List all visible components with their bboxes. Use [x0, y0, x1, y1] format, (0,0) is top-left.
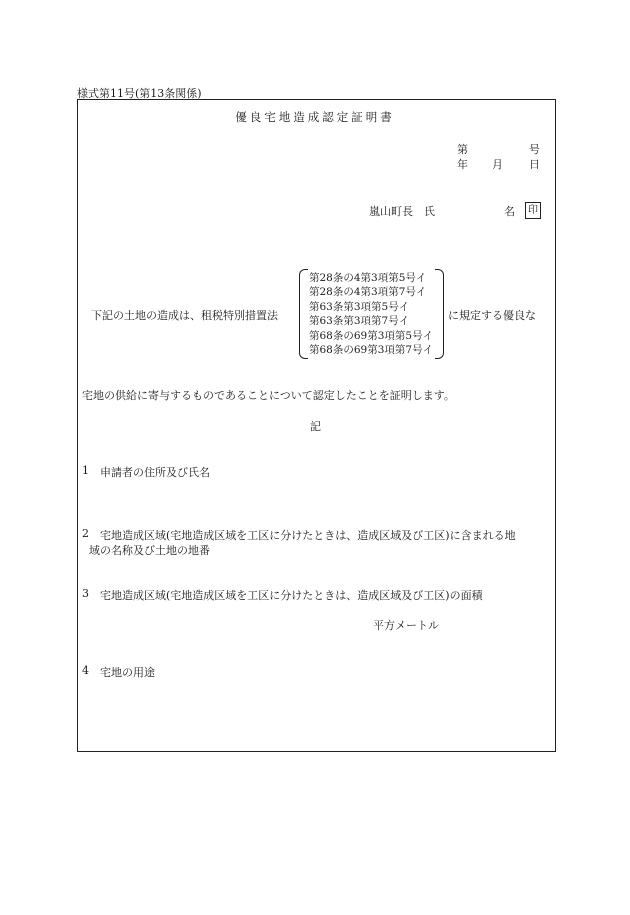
tax-provision-item: 第68条の69第3項第5号イ	[309, 330, 434, 342]
area-unit-label: 平方メートル	[373, 619, 439, 632]
item-3-number: 3	[82, 587, 89, 600]
item-1-label: 申請者の住所及び氏名	[100, 466, 210, 479]
tax-provision-item: 第63条第3項第5号イ	[309, 301, 410, 313]
item-3-label: 宅地造成区域(宅地造成区域を工区に分けたときは、造成区域及び工区)の面積	[100, 589, 483, 602]
certification-lead-in: 下記の土地の造成は、租税特別措置法	[91, 309, 278, 322]
date-year-label: 年	[457, 158, 468, 171]
ki-heading: 記	[310, 420, 321, 433]
item-4-label: 宅地の用途	[100, 666, 155, 679]
item-2-label-line1: 宅地造成区域(宅地造成区域を工区に分けたときは、造成区域及び工区)に含まれる地	[100, 529, 516, 542]
issuer-title: 嵐山町長 氏	[369, 205, 435, 218]
tax-provision-item: 第28条の4第3項第5号イ	[309, 272, 427, 284]
date-month-label: 月	[492, 158, 503, 171]
tax-provision-item: 第28条の4第3項第7号イ	[309, 286, 427, 298]
left-bracket	[299, 269, 308, 359]
number-prefix: 第	[457, 143, 468, 156]
seal-mark: 印	[525, 202, 541, 219]
certification-continuation: 宅地の供給に寄与するものであることについて認定したことを証明します。	[82, 389, 455, 402]
issuer-name-label: 名	[504, 205, 515, 218]
item-4-number: 4	[82, 664, 89, 677]
item-1-number: 1	[82, 464, 89, 477]
item-2-label-line2: 域の名称及び土地の地番	[89, 544, 210, 557]
tax-provision-item: 第63条第3項第7号イ	[309, 315, 410, 327]
certificate-title: 優良宅地造成認定証明書	[235, 110, 395, 124]
form-number: 様式第11号(第13条関係)	[77, 87, 202, 100]
tax-provision-item: 第68条の69第3項第7号イ	[309, 344, 434, 356]
item-2-number: 2	[82, 527, 89, 540]
date-day-label: 日	[529, 158, 540, 171]
tax-provision-bracket	[299, 269, 444, 357]
certification-lead-out: に規定する優良な	[448, 309, 536, 322]
right-bracket	[435, 269, 444, 359]
number-suffix: 号	[529, 143, 540, 156]
